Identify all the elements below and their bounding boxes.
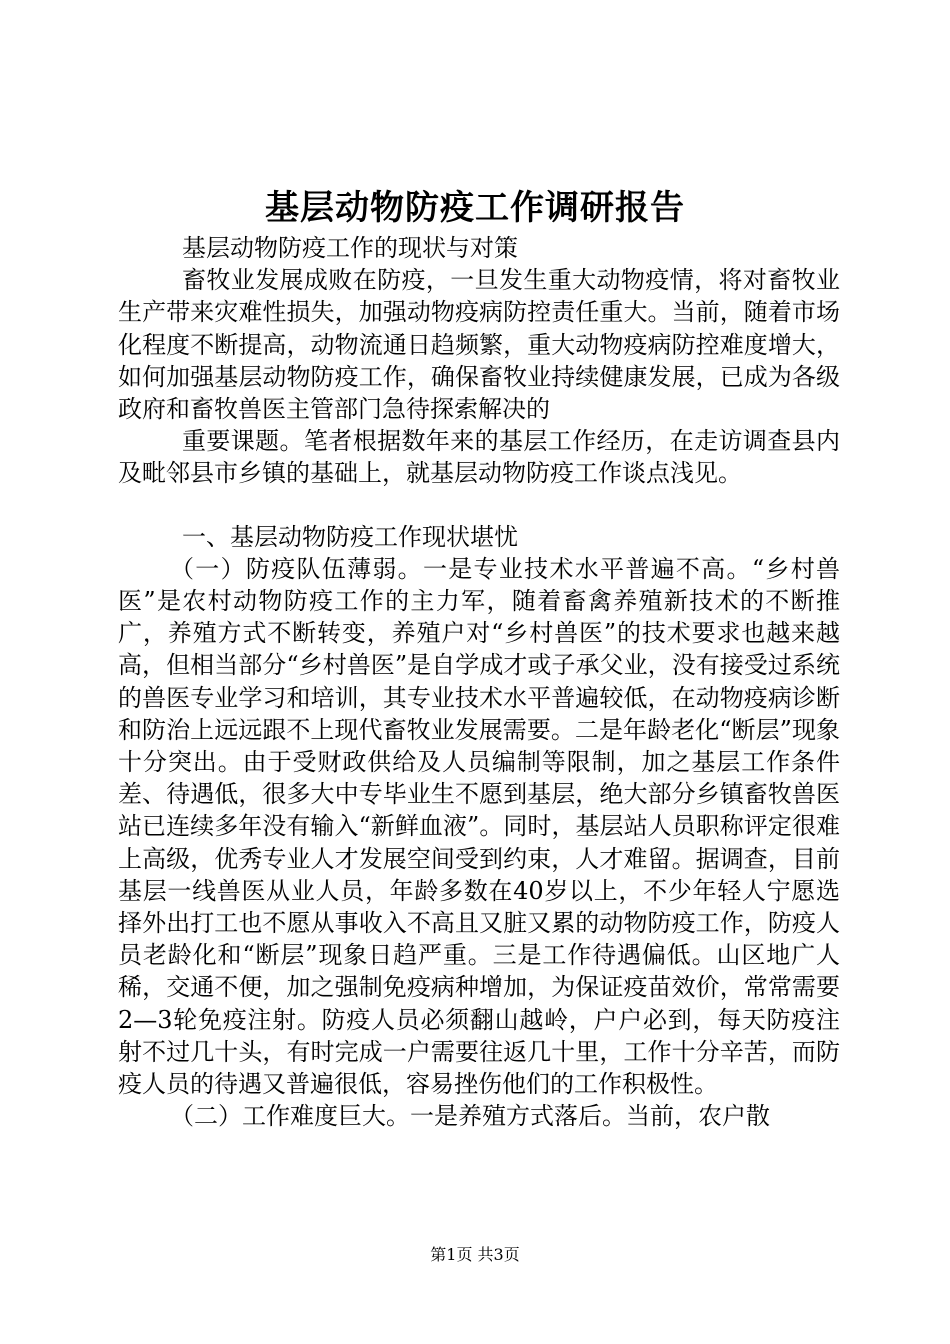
- paragraph-spacer: [118, 490, 840, 521]
- paragraph: （二）工作难度巨大。一是养殖方式落后。当前，农户散: [170, 1102, 770, 1131]
- paragraph: （一）防疫队伍薄弱。一是专业技术水平普遍不高。“乡村兽医”是农村动物防疫工作的主力军，随着畜禽养殖新技术的不断推广，养殖方式不断转变，养殖户对“乡村兽医”的技术要求也越来越高，但相当部分“乡村兽医”是自学成才或子承父业，没有接受过系统的兽医专业学习和培训，其专业技术水平普遍较低，在动物疫病诊断和防治上远远跟不上现代畜牧业发展需要。二是年龄老化“断层”现象十分突出。由于受财政供给及人员编制等限制，加之基层工作条件差、待遇低，很多大中专毕业生不愿到基层，绝大部分乡镇畜牧兽医站已连续多年没有输入“新鲜血液”。同时，基层站人员职称评定很难上高级，优秀专业人才发展空间受到约束，人才难留。据调查，目前基层一线兽医从业人员，年龄多数在40岁以上，不少年轻人宁愿选择外出打工也不愿从事收入不高且又脏又累的动物防疫工作，防疫人员老龄化和“断层”现象日趋严重。三是工作待遇偏低。山区地广人稀，交通不便，加之强制免疫病种增加，为保证疫苗效价，常常需要2—3轮免疫注射。防疫人员必须翻山越岭，户户必到，每天防疫注射不过几十头，有时完成一户需要往返几十里，工作十分辛苦，而防疫人员的待遇又普遍很低，容易挫伤他们的工作积极性。: [118, 554, 840, 1099]
- paragraph: 畜牧业发展成败在防疫，一旦发生重大动物疫情，将对畜牧业生产带来灾难性损失，加强动物疫病防控责任重大。当前，随着市场化程度不断提高，动物流通日趋频繁，重大动物疫病防控难度增大，如何加强基层动物防疫工作，确保畜牧业持续健康发展，已成为各级政府和畜牧兽医主管部门急待探索解决的: [118, 266, 840, 424]
- document-subtitle: 基层动物防疫工作的现状与对策: [182, 234, 518, 262]
- section-heading: 一、基层动物防疫工作现状堪忧: [182, 522, 518, 551]
- document-body: [118, 232, 840, 1132]
- page-indicator: 第1页 共3页: [430, 1245, 520, 1264]
- paragraph: 重要课题。笔者根据数年来的基层工作经历，在走访调查县内及毗邻县市乡镇的基础上，就基层动物防疫工作谈点浅见。: [118, 427, 840, 488]
- document-title: 基层动物防疫工作调研报告: [265, 188, 685, 228]
